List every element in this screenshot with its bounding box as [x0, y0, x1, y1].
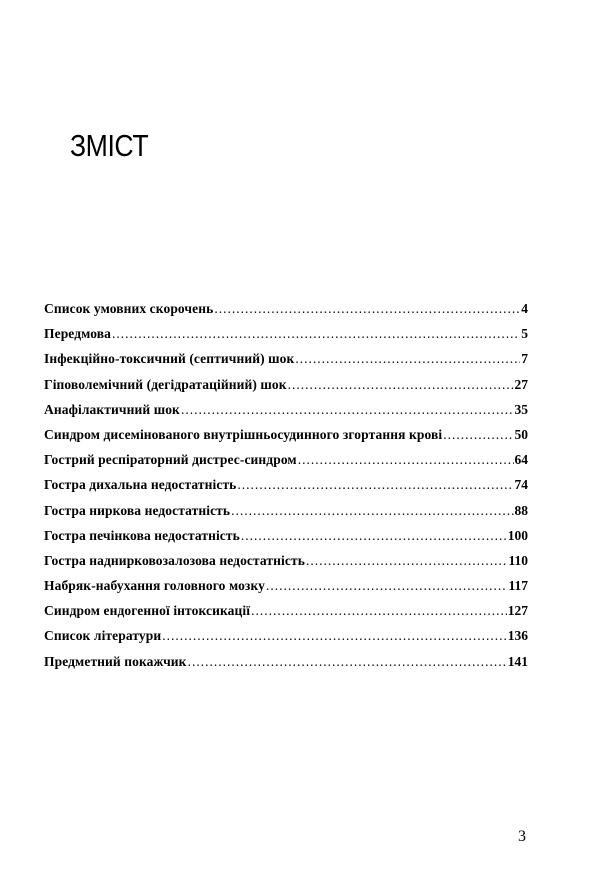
toc-entry-title: Інфекційно-токсичний (септичний) шок — [44, 351, 295, 367]
toc-entry — [44, 649, 528, 674]
toc-dot-leader — [237, 472, 513, 497]
toc-entry-title: Гостра дихальна недостатність — [44, 477, 237, 493]
page-title: ЗМІСТ — [70, 128, 149, 163]
toc-entry-title: Предметний покажчик — [44, 653, 187, 669]
toc-entry-page: 5 — [521, 326, 528, 342]
toc-dot-leader — [162, 623, 507, 648]
toc-entry-page: 50 — [514, 426, 528, 442]
toc-dot-leader — [188, 649, 507, 674]
toc-entry — [44, 548, 528, 573]
toc-entry-title: Набряк-набухання головного мозку — [44, 578, 265, 594]
toc-entry — [44, 472, 528, 497]
toc-dot-leader — [443, 422, 513, 447]
page-number: 3 — [518, 828, 526, 845]
toc-entry-title: Гіповолемічний (дегідратаційний) шок — [44, 376, 287, 392]
toc-entry — [44, 573, 528, 598]
toc-entry — [44, 321, 528, 346]
toc-entry — [44, 372, 528, 397]
toc-entry — [44, 623, 528, 648]
toc-dot-leader — [306, 548, 508, 573]
toc-entry — [44, 498, 528, 523]
toc-dot-leader — [181, 397, 514, 422]
toc-dot-leader — [241, 523, 507, 548]
toc-entry-page: 136 — [507, 628, 528, 644]
toc-entry-title: Гострий респіраторний дистрес-синдром — [44, 452, 297, 468]
toc-entry-page: 35 — [514, 401, 528, 417]
toc-entry — [44, 598, 528, 623]
table-of-contents — [44, 296, 528, 674]
toc-dot-leader — [298, 447, 514, 472]
toc-entry — [44, 346, 528, 371]
toc-dot-leader — [266, 573, 508, 598]
toc-dot-leader — [295, 346, 520, 371]
toc-entry — [44, 447, 528, 472]
toc-entry-page: 127 — [507, 603, 528, 619]
toc-dot-leader — [251, 598, 507, 623]
toc-dot-leader — [231, 498, 513, 523]
toc-entry-title: Гостра наднирковозалозова недостатність — [44, 552, 305, 568]
toc-entry-page: 141 — [507, 653, 528, 669]
toc-entry-title: Синдром ендогенної інтоксикації — [44, 603, 251, 619]
toc-entry-page: 4 — [521, 301, 528, 316]
toc-entry — [44, 397, 528, 422]
toc-entry-title: Анафілактичний шок — [44, 401, 180, 417]
toc-entry-page: 100 — [507, 527, 528, 543]
toc-entry-title: Гостра печінкова недостатність — [44, 527, 240, 543]
toc-entry-page: 64 — [514, 452, 528, 468]
toc-entry — [44, 422, 528, 447]
toc-entry-title: Синдром дисемінованого внутрішньосудинного згортання крові — [44, 426, 443, 442]
toc-dot-leader — [288, 372, 514, 397]
toc-dot-leader — [214, 296, 520, 321]
toc-entry-title: Список умовних скорочень — [44, 301, 214, 316]
toc-entry — [44, 296, 528, 321]
toc-entry-title: Список літератури — [44, 628, 162, 644]
toc-entry-page: 27 — [514, 376, 528, 392]
toc-entry-title: Передмова — [44, 326, 112, 342]
toc-entry-page: 74 — [514, 477, 528, 493]
toc-entry-page: 7 — [521, 351, 528, 367]
toc-entry-page: 117 — [508, 578, 528, 594]
toc-entry-page: 88 — [514, 502, 528, 518]
toc-entry-page: 110 — [508, 552, 528, 568]
toc-entry-title: Гостра ниркова недостатність — [44, 502, 231, 518]
toc-entry — [44, 523, 528, 548]
toc-dot-leader — [112, 321, 520, 346]
